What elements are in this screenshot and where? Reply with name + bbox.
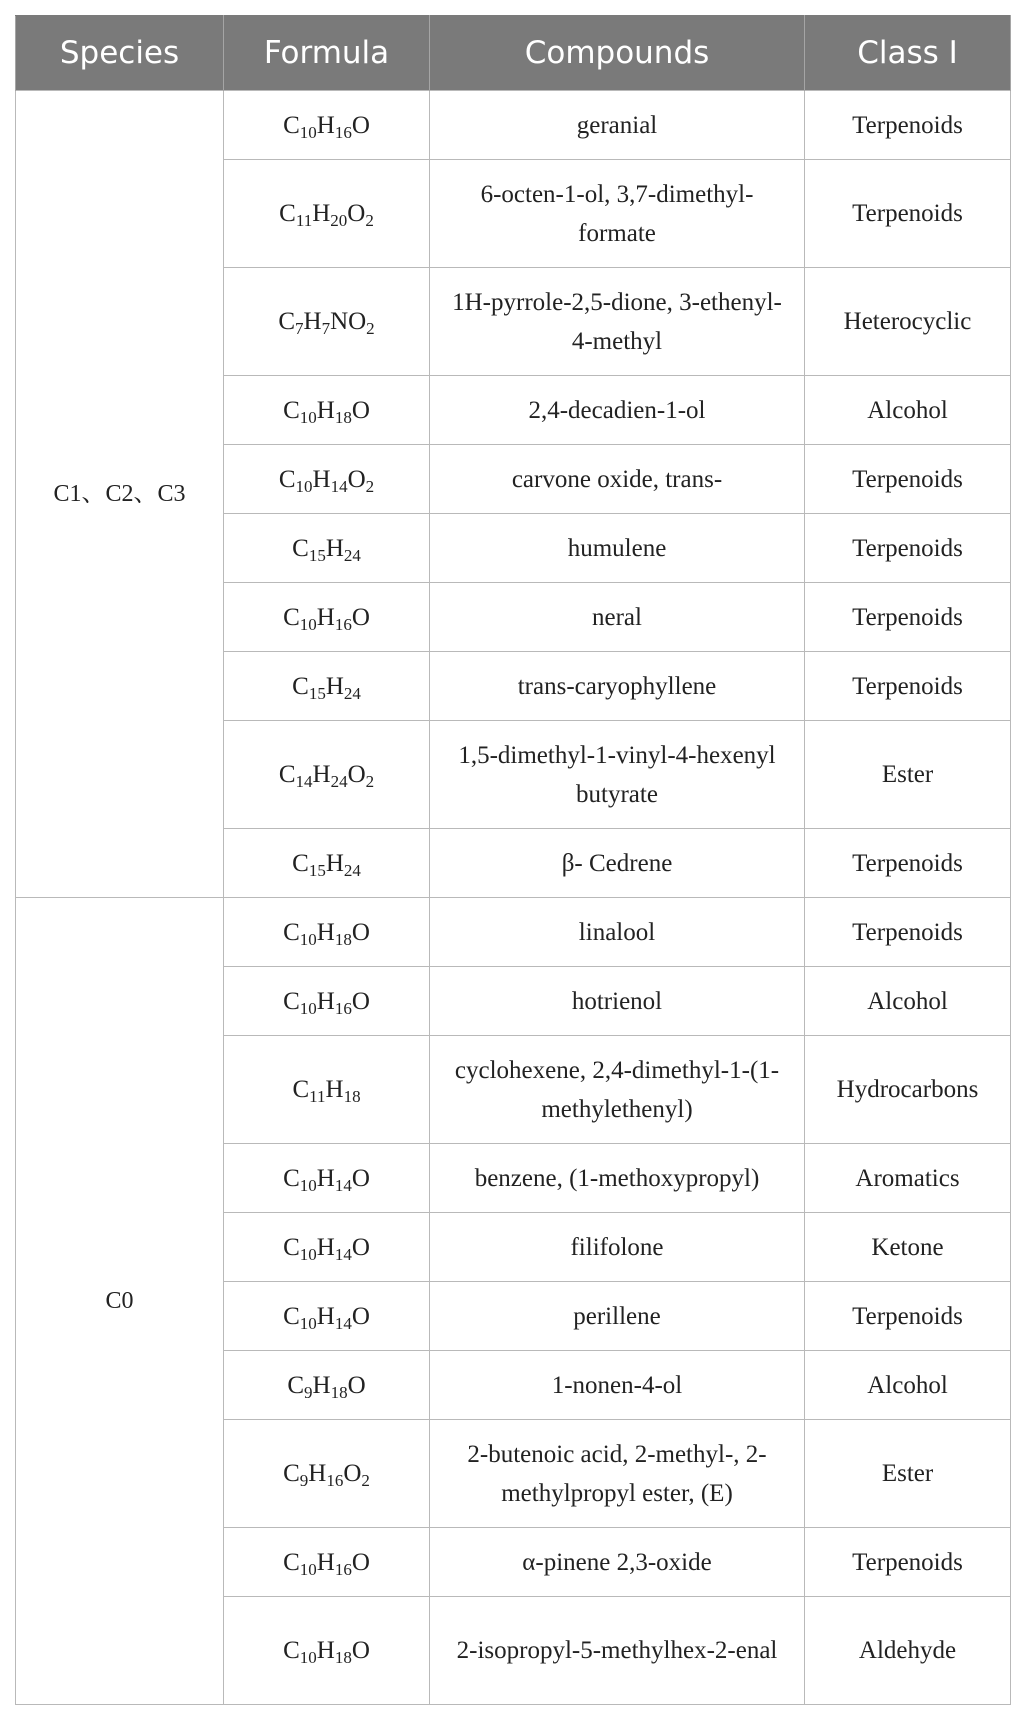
formula-element: H (303, 308, 322, 335)
class-cell: Alcohol (805, 1351, 1011, 1420)
header-row (16, 16, 1011, 91)
formula-cell (224, 1144, 430, 1213)
formula-element: C (292, 1076, 310, 1103)
formula-element: O (351, 987, 370, 1015)
formula-subscript: 18 (330, 1382, 348, 1402)
class-cell: Terpenoids (805, 445, 1011, 514)
formula-subscript: 10 (299, 407, 317, 427)
formula-element: H (312, 465, 331, 493)
compound-cell: 6-octen-1-ol, 3,7-dimethyl-formate (430, 160, 805, 268)
compound-cell: neral (430, 583, 805, 652)
formula-element: O (351, 1302, 370, 1330)
formula-subscript: 7 (295, 319, 304, 338)
formula-cell (224, 91, 430, 160)
formula-element: C (287, 1371, 305, 1399)
formula-cell (224, 160, 430, 268)
formula-element: C (283, 987, 300, 1015)
class-cell: Terpenoids (805, 514, 1011, 583)
formula-subscript: 14 (295, 772, 313, 791)
formula-element: H (325, 849, 344, 877)
formula-element: H (325, 534, 344, 562)
class-cell: Aromatics (805, 1144, 1011, 1213)
compound-cell: 2,4-decadien-1-ol (430, 376, 805, 445)
formula-subscript: 24 (343, 683, 361, 703)
formula-subscript: 24 (330, 772, 348, 791)
formula-element: C (279, 200, 296, 227)
formula-element: C (278, 308, 295, 335)
formula-subscript: 24 (343, 545, 361, 565)
formula-element: O (351, 1233, 370, 1261)
formula-element: H (316, 396, 335, 424)
formula-element: H (312, 200, 331, 227)
formula-subscript: 16 (334, 122, 352, 142)
formula-subscript: 10 (299, 1175, 317, 1195)
formula-subscript: 18 (334, 407, 352, 427)
formula-subscript: 16 (334, 614, 352, 634)
compound-cell: carvone oxide, trans- (430, 445, 805, 514)
formula-cell (224, 721, 430, 829)
compound-cell: 1-nonen-4-ol (430, 1351, 805, 1420)
formula-element: C (283, 1233, 300, 1261)
compound-cell: hotrienol (430, 967, 805, 1036)
formula-element: O (347, 200, 366, 227)
species-cell: C0 (16, 898, 224, 1705)
formula-element: C (283, 603, 300, 631)
header-formula: Formula (224, 16, 430, 91)
formula-subscript: 2 (361, 1471, 370, 1490)
formula-element: H (316, 111, 335, 139)
formula-element: C (283, 918, 300, 946)
compound-cell: geranial (430, 91, 805, 160)
formula-cell (224, 1282, 430, 1351)
formula-subscript: 18 (334, 1648, 352, 1667)
class-cell: Terpenoids (805, 1282, 1011, 1351)
formula-element: H (312, 1371, 331, 1399)
compound-cell: 1,5-dimethyl-1-vinyl-4-hexenyl butyrate (430, 721, 805, 829)
compound-cell: perillene (430, 1282, 805, 1351)
formula-cell (224, 514, 430, 583)
formula-cell (224, 898, 430, 967)
compound-cell: linalool (430, 898, 805, 967)
class-cell: Hydrocarbons (805, 1036, 1011, 1144)
table-header (16, 16, 1011, 91)
formula-subscript: 15 (308, 860, 326, 880)
compounds-table (15, 15, 1011, 1705)
class-cell: Terpenoids (805, 1528, 1011, 1597)
table-body (16, 91, 1011, 1705)
header-species: Species (16, 16, 224, 91)
formula-element: O (351, 603, 370, 631)
formula-cell (224, 652, 430, 721)
formula-element: H (316, 1548, 335, 1576)
formula-subscript: 18 (334, 929, 352, 949)
formula-subscript: 2 (366, 319, 375, 338)
formula-element: O (351, 111, 370, 139)
formula-cell (224, 1213, 430, 1282)
compound-cell: β- Cedrene (430, 829, 805, 898)
formula-subscript: 2 (365, 772, 375, 791)
table-row (16, 91, 1011, 160)
class-cell: Terpenoids (805, 583, 1011, 652)
formula-element: C (278, 465, 296, 493)
formula-cell (224, 583, 430, 652)
formula-subscript: 16 (326, 1471, 344, 1490)
class-cell: Ester (805, 721, 1011, 829)
formula-element: H (312, 761, 331, 788)
compound-cell: 2-butenoic acid, 2-methyl-, 2-methylpropyl ester, (E) (430, 1420, 805, 1528)
table-row (16, 898, 1011, 967)
formula-cell (224, 829, 430, 898)
formula-subscript: 18 (343, 1087, 361, 1106)
formula-subscript: 10 (299, 1313, 317, 1333)
formula-element: C (283, 1164, 300, 1192)
formula-subscript: 10 (299, 122, 317, 142)
formula-subscript: 11 (309, 1087, 326, 1106)
formula-element: O (347, 1371, 366, 1399)
compound-cell: trans-caryophyllene (430, 652, 805, 721)
class-cell: Terpenoids (805, 160, 1011, 268)
formula-element: H (316, 918, 335, 946)
formula-subscript: 15 (308, 683, 326, 703)
formula-subscript: 24 (343, 860, 361, 880)
formula-element: O (347, 465, 366, 493)
formula-element: O (347, 761, 366, 788)
formula-element: H (316, 1302, 335, 1330)
formula-element: H (316, 603, 335, 631)
header-compounds: Compounds (430, 16, 805, 91)
compounds-table-container (15, 15, 1010, 1705)
formula-element: H (325, 672, 344, 700)
formula-subscript: 10 (299, 998, 317, 1018)
formula-cell (224, 268, 430, 376)
class-cell: Ester (805, 1420, 1011, 1528)
formula-element: C (292, 534, 309, 562)
class-cell: Terpenoids (805, 898, 1011, 967)
class-cell: Terpenoids (805, 91, 1011, 160)
formula-subscript: 20 (330, 211, 348, 230)
formula-element: H (316, 1164, 335, 1192)
formula-element: O (343, 1460, 362, 1487)
formula-cell (224, 1528, 430, 1597)
formula-element: O (351, 1548, 370, 1576)
formula-subscript: 16 (334, 998, 352, 1018)
class-cell: Alcohol (805, 967, 1011, 1036)
compound-cell: benzene, (1-methoxypropyl) (430, 1144, 805, 1213)
class-cell: Terpenoids (805, 829, 1011, 898)
formula-element: C (283, 1460, 300, 1487)
formula-subscript: 11 (295, 211, 313, 230)
formula-cell (224, 967, 430, 1036)
formula-subscript: 2 (365, 476, 375, 496)
class-cell: Ketone (805, 1213, 1011, 1282)
formula-subscript: 2 (365, 211, 374, 230)
formula-subscript: 15 (308, 545, 326, 565)
formula-element: H (316, 1233, 335, 1261)
formula-subscript: 7 (321, 319, 331, 338)
formula-subscript: 10 (299, 614, 317, 634)
compound-cell: humulene (430, 514, 805, 583)
formula-element: H (308, 1460, 327, 1487)
formula-element: O (351, 396, 370, 424)
formula-element: C (283, 111, 300, 139)
formula-element: C (292, 849, 309, 877)
formula-element: C (283, 1302, 300, 1330)
formula-subscript: 16 (334, 1559, 352, 1579)
formula-element: O (351, 1637, 370, 1664)
formula-element: C (283, 1637, 300, 1664)
formula-subscript: 10 (299, 929, 317, 949)
formula-element: C (283, 1548, 300, 1576)
formula-element: NO (330, 308, 367, 335)
formula-element: H (316, 1637, 335, 1664)
formula-cell (224, 1420, 430, 1528)
formula-cell (224, 445, 430, 514)
formula-subscript: 14 (330, 476, 348, 496)
formula-subscript: 14 (334, 1244, 352, 1264)
compound-cell: filifolone (430, 1213, 805, 1282)
class-cell: Heterocyclic (805, 268, 1011, 376)
compound-cell: α-pinene 2,3-oxide (430, 1528, 805, 1597)
formula-element: C (278, 761, 296, 788)
formula-cell (224, 1351, 430, 1420)
formula-element: C (292, 672, 309, 700)
formula-subscript: 10 (299, 1648, 317, 1667)
formula-subscript: 10 (299, 1559, 317, 1579)
formula-subscript: 9 (304, 1382, 313, 1402)
species-cell: C1、C2、C3 (16, 91, 224, 898)
formula-subscript: 9 (299, 1471, 309, 1490)
formula-element: O (351, 1164, 370, 1192)
formula-element: O (351, 918, 370, 946)
class-cell: Aldehyde (805, 1597, 1011, 1705)
header-class: Class I (805, 16, 1011, 91)
compound-cell: 2-isopropyl-5-methylhex-2-enal (430, 1597, 805, 1705)
formula-element: H (316, 987, 335, 1015)
formula-subscript: 10 (299, 1244, 317, 1264)
formula-cell (224, 376, 430, 445)
class-cell: Alcohol (805, 376, 1011, 445)
formula-subscript: 14 (334, 1175, 352, 1195)
formula-element: C (283, 396, 300, 424)
formula-cell (224, 1036, 430, 1144)
formula-subscript: 14 (334, 1313, 352, 1333)
formula-subscript: 10 (295, 476, 313, 496)
class-cell: Terpenoids (805, 652, 1011, 721)
formula-element: H (325, 1076, 344, 1103)
compound-cell: cyclohexene, 2,4-dimethyl-1-(1-methylethenyl) (430, 1036, 805, 1144)
compound-cell: 1H-pyrrole-2,5-dione, 3-ethenyl-4-methyl (430, 268, 805, 376)
formula-cell (224, 1597, 430, 1705)
